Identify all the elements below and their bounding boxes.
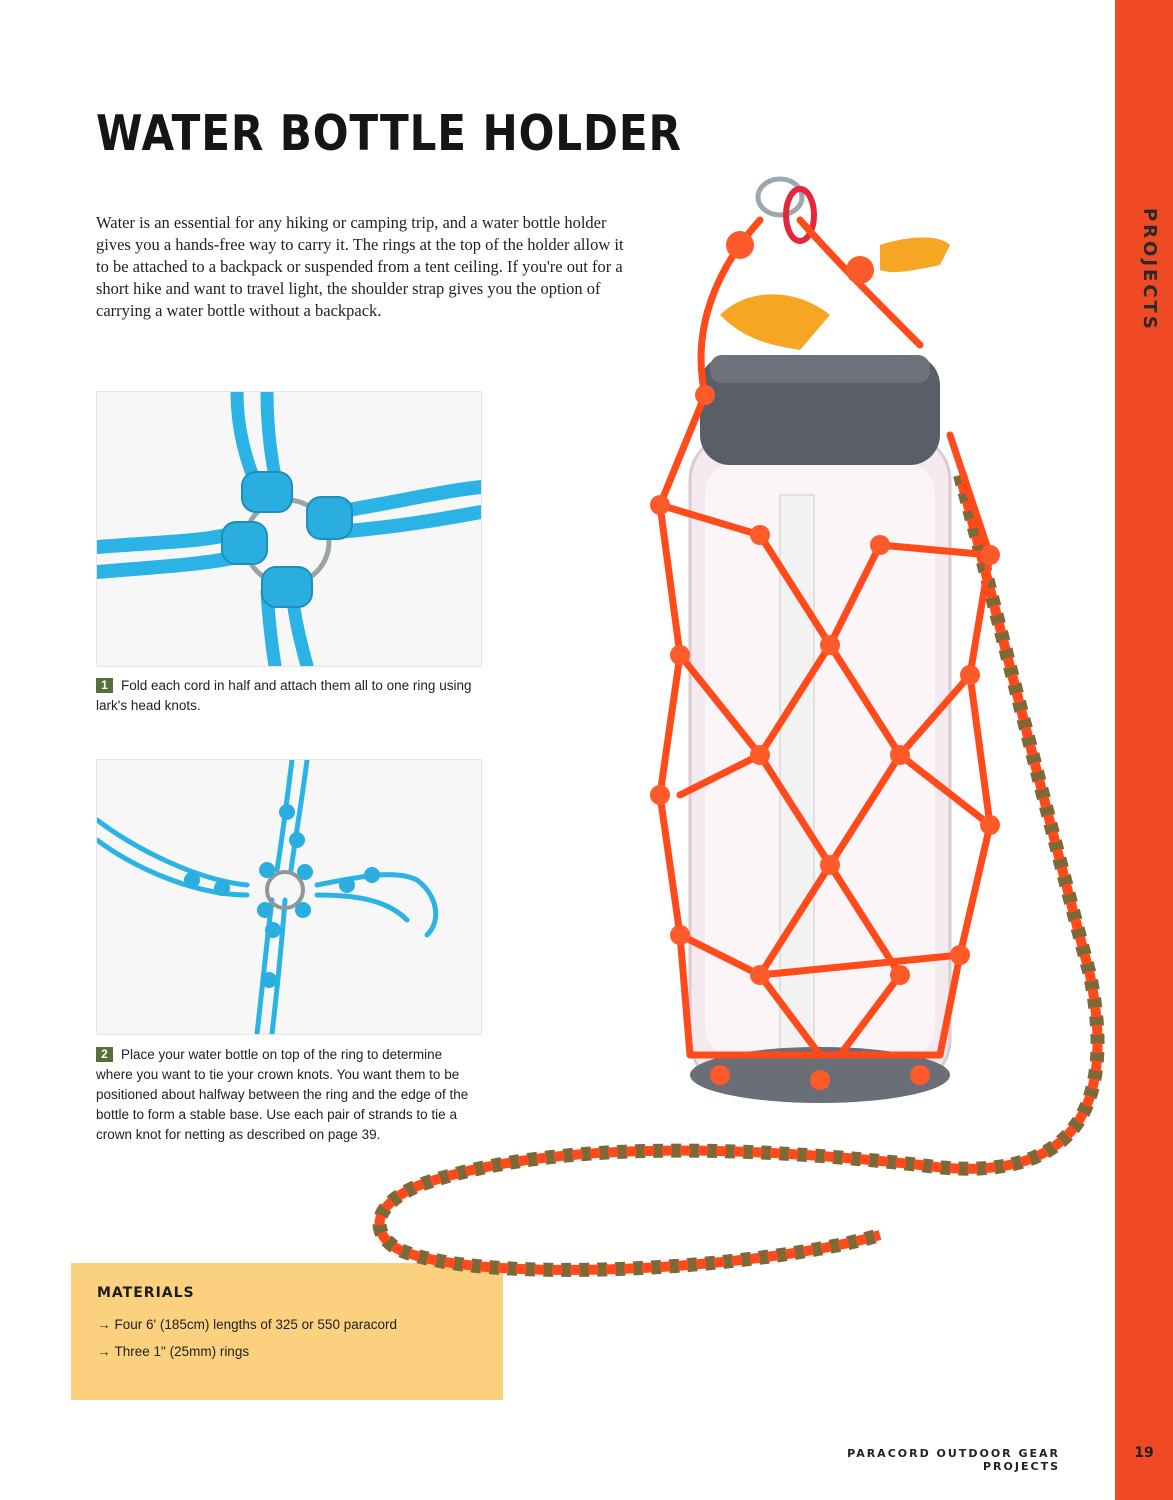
page-number: 19: [1134, 1445, 1154, 1461]
section-tab-label: PROJECTS: [1139, 208, 1160, 332]
arrow-icon: →: [97, 1317, 111, 1332]
materials-heading: MATERIALS: [97, 1285, 195, 1301]
page-title: WATER BOTTLE HOLDER: [96, 105, 682, 162]
step-1-number: 1: [96, 678, 113, 693]
step-2-text: Place your water bottle on top of the ring to determine where you want to tie your crown knots. You want them to be positioned about halfway between the ring and the edge of the bottle to form a stable base. Use each pair of strands to tie a crown knot for netting as described on page 39.: [96, 1047, 469, 1142]
footer-book-title: PARACORD OUTDOOR GEAR PROJECTS: [847, 1447, 1060, 1473]
water-bottle-holder-photo: [360, 175, 1115, 1410]
arrow-icon: →: [97, 1344, 111, 1359]
step-1-text: Fold each cord in half and attach them all to one ring using lark's head knots.: [96, 678, 472, 713]
step-2-number: 2: [96, 1047, 113, 1062]
intro-paragraph: Water is an essential for any hiking or camping trip, and a water bottle holder gives you a hands-free way to carry it. The rings at the top of the holder allow it to be attached to a backpack or suspended from a tent ceiling. If you're out for a short hike and want to travel light, the shoulder strap gives you the option of carrying a water bottle without a backpack.: [96, 213, 624, 320]
materials-item-text: Four 6' (185cm) lengths of 325 or 550 paracord: [114, 1317, 397, 1332]
materials-item-text: Three 1" (25mm) rings: [114, 1344, 250, 1359]
